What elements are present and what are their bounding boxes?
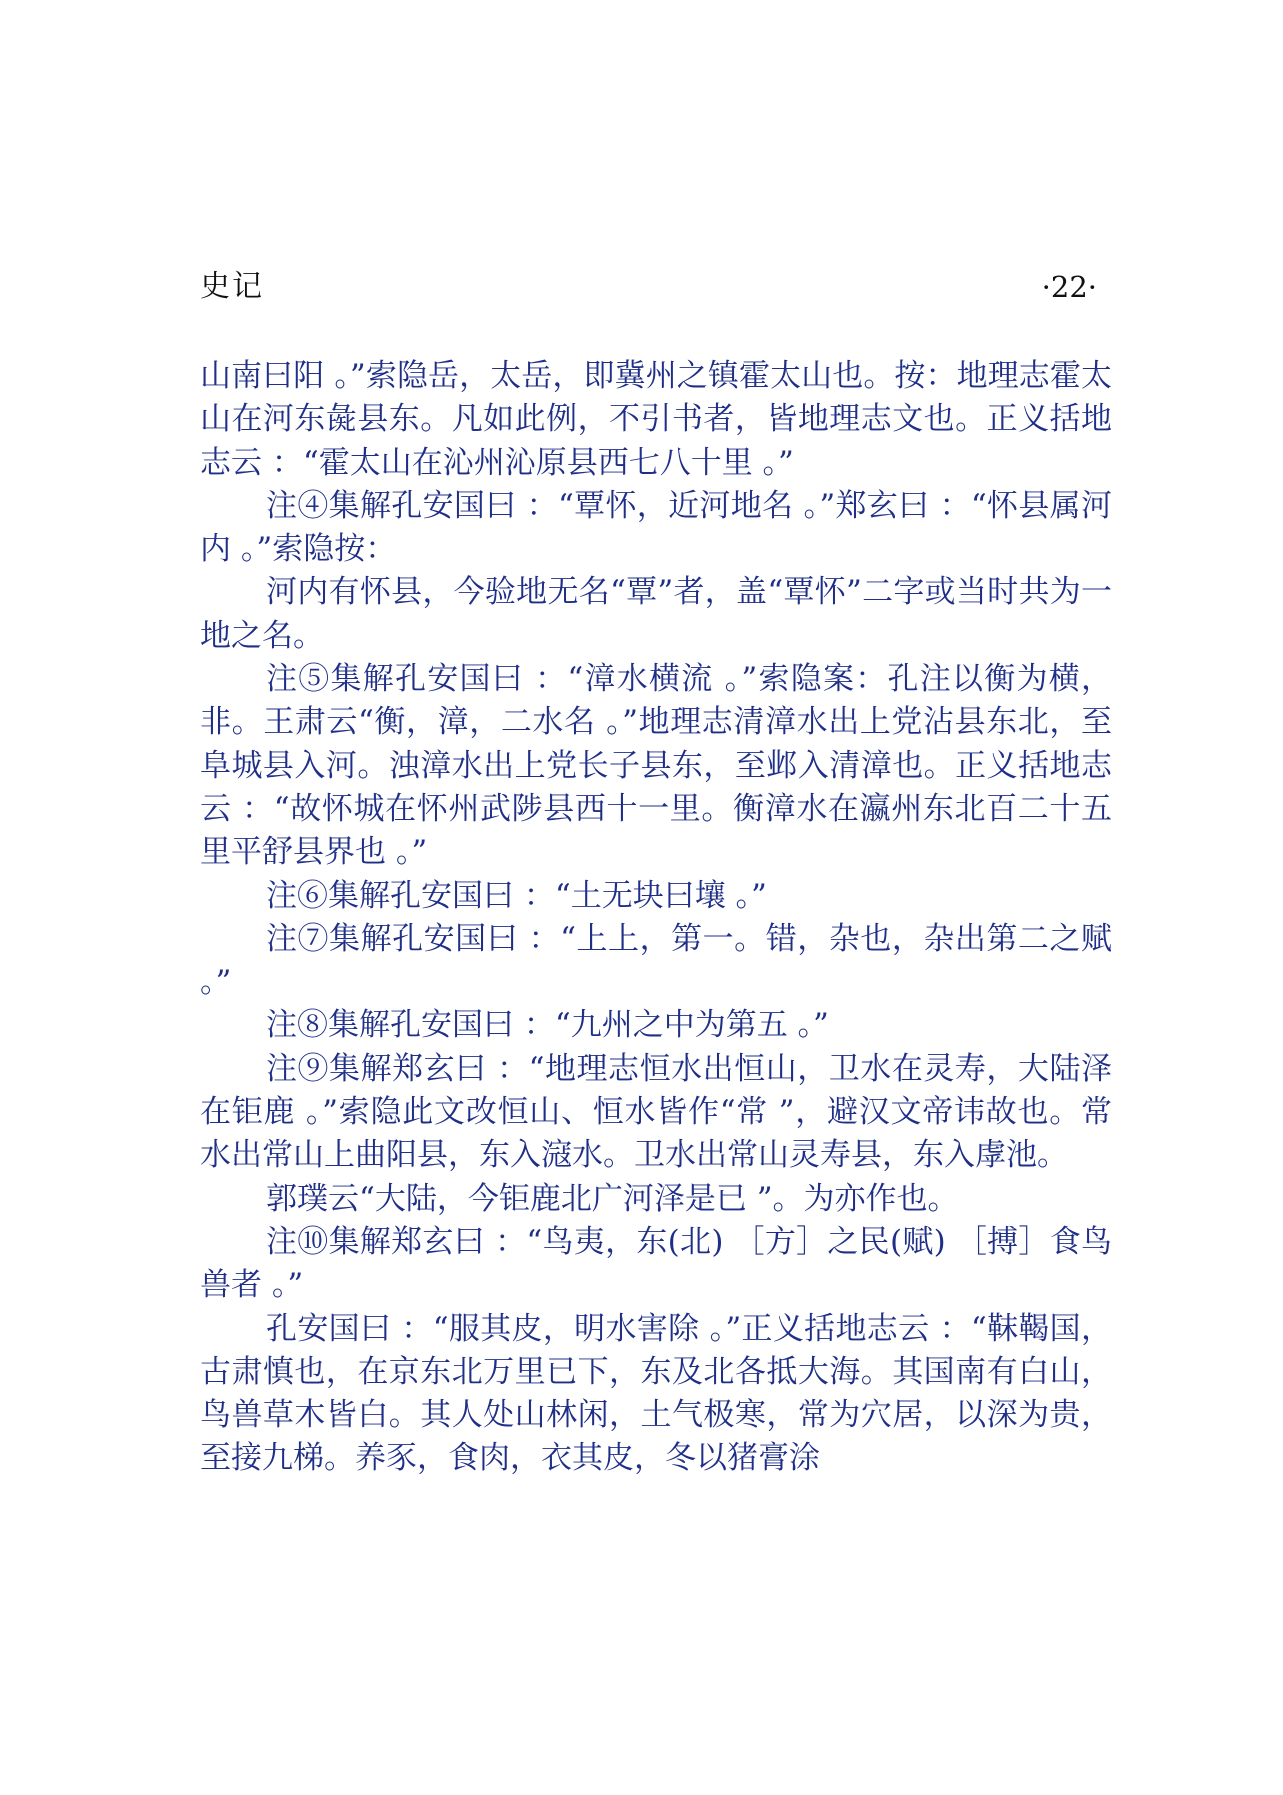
paragraph: 注⑨集解郑玄曰 ：“地理志恒水出恒山，卫水在灵寿，大陆泽在钜鹿 。”索隐此文改恒山、恒水皆作“常 ”，避汉文帝讳故也。常水出常山上曲阳县，东入滱水。卫水出常山灵寿县，东入虖池。	[200, 1050, 1112, 1174]
paragraph: 注⑦集解孔安国曰 ：“上上，第一。错，杂也，杂出第二之赋 。”	[200, 920, 1112, 1001]
paragraph: 郭璞云“大陆，今钜鹿北广河泽是已 ”。为亦作也。	[266, 1180, 959, 1217]
paragraph: 注④集解孔安国曰 ：“覃怀，近河地名 。”郑玄曰 ：“怀县属河内 。”索隐按：	[200, 487, 1112, 568]
page-header	[0, 262, 1283, 312]
paragraph: 山南曰阳 。”索隐岳，太岳，即冀州之镇霍太山也。按：地理志霍太山在河东彘县东。凡如此例，不引书者，皆地理志文也。正义括地志云 ：“霍太山在沁州沁原县西七八十里 。”	[200, 358, 1112, 481]
body-text	[200, 355, 1112, 1481]
paragraph: 注⑤集解孔安国曰 ：“漳水横流 。”索隐案：孔注以衡为横，非。王肃云“衡，漳，二水名 。”地理志清漳水出上党沾县东北，至阜城县入河。浊漳水出上党长子县东，至邺入清漳也。正义括地志云 ：“故怀城在怀州武陟县西十一里。衡漳水在瀛州东北百二十五里平舒县界也 。”	[200, 661, 1112, 871]
paragraph: 河内有怀县，今验地无名“覃”者，盖“覃怀”二字或当时共为一地之名。	[200, 574, 1112, 654]
paragraph: 注⑩集解郑玄曰 ：“鸟夷，东(北) ［方］之民(赋) ［搏］食鸟兽者 。”	[200, 1223, 1112, 1304]
page-number: ·22·	[1041, 270, 1097, 304]
book-title: 史记	[200, 269, 264, 304]
paragraph: 注⑥集解孔安国曰 ：“土无块曰壤 。”	[266, 877, 767, 914]
paragraph: 孔安国曰 ：“服其皮，明水害除 。”正义括地志云 ：“靺鞨国，古肃慎也，在京东北万里已下，东及北各抵大海。其国南有白山，鸟兽草木皆白。其人处山林闲，土气极寒，常为穴居，以深为贵，至接九梯。养豕，食肉，衣其皮，冬以猪膏涂	[200, 1310, 1112, 1477]
paragraph: 注⑧集解孔安国曰 ：“九州之中为第五 。”	[266, 1007, 829, 1044]
